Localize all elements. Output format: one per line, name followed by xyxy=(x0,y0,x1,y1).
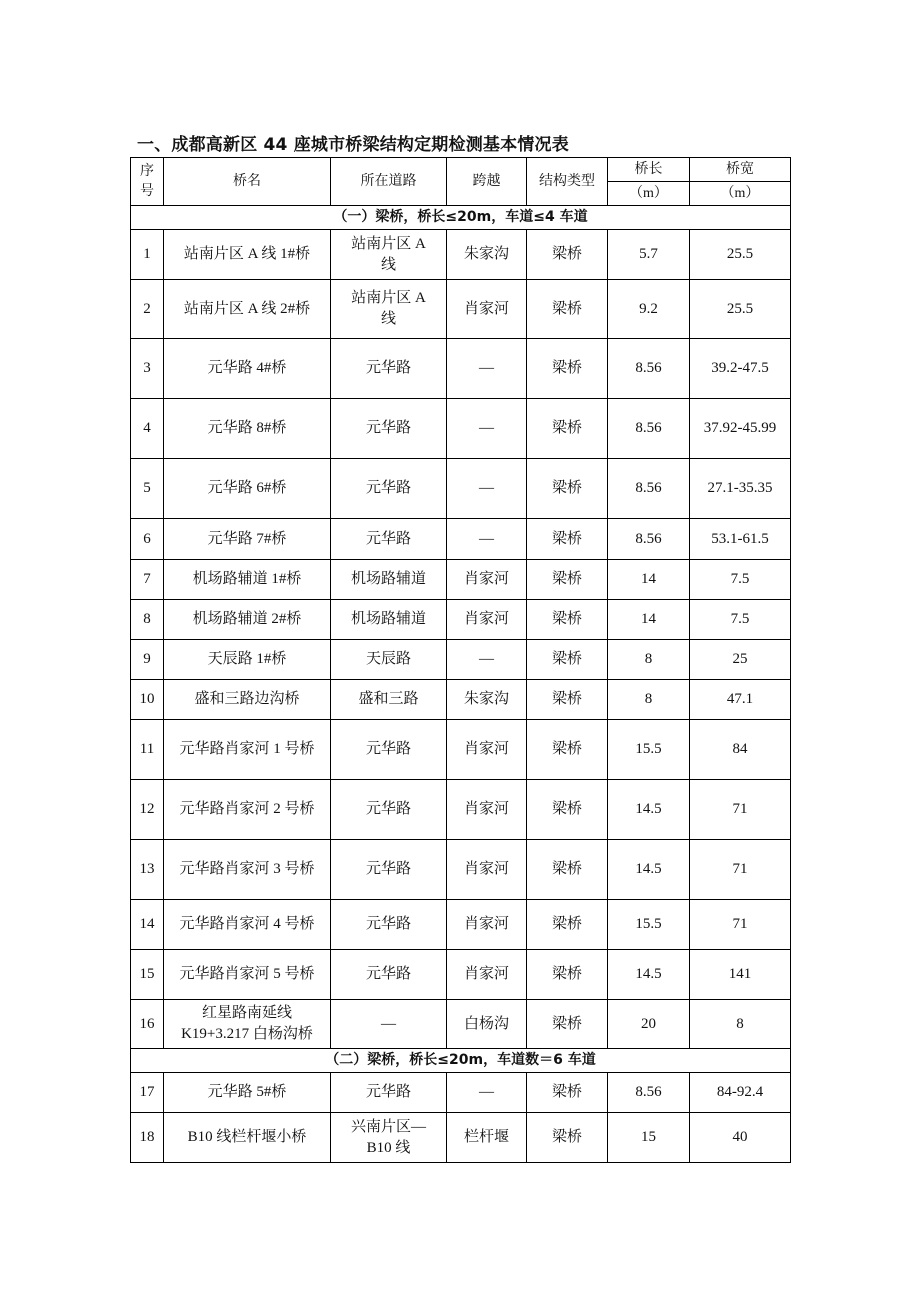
cell-cross: 肖家河 xyxy=(447,720,527,780)
cell-no: 15 xyxy=(131,950,164,1000)
cell-road: 元华路 xyxy=(331,780,447,840)
table-row xyxy=(131,459,791,519)
table-row xyxy=(131,600,791,640)
cell-no: 3 xyxy=(131,339,164,399)
cell-no: 6 xyxy=(131,519,164,560)
cell-length: 14 xyxy=(608,560,690,600)
cell-length: 14 xyxy=(608,600,690,640)
cell-road: 机场路辅道 xyxy=(331,560,447,600)
cell-cross: 朱家沟 xyxy=(447,230,527,280)
cell-name: 元华路 6#桥 xyxy=(164,459,331,519)
cell-length: 14.5 xyxy=(608,780,690,840)
cell-cross: 肖家河 xyxy=(447,600,527,640)
table-row xyxy=(131,840,791,900)
cell-cross: — xyxy=(447,640,527,680)
cell-width: 71 xyxy=(690,840,791,900)
cell-no: 7 xyxy=(131,560,164,600)
cell-type: 梁桥 xyxy=(527,600,608,640)
cell-name: 站南片区 A 线 2#桥 xyxy=(164,280,331,339)
cell-road: 元华路 xyxy=(331,1073,447,1113)
header-road: 所在道路 xyxy=(331,158,447,206)
cell-cross: 肖家河 xyxy=(447,280,527,339)
cell-cross: — xyxy=(447,399,527,459)
cell-name: B10 线栏杆堰小桥 xyxy=(164,1113,331,1163)
cell-road: 兴南片区— B10 线 xyxy=(331,1113,447,1163)
header-width: 桥宽 xyxy=(690,158,791,182)
cell-width: 71 xyxy=(690,900,791,950)
cell-name: 元华路肖家河 3 号桥 xyxy=(164,840,331,900)
cell-length: 15 xyxy=(608,1113,690,1163)
cell-type: 梁桥 xyxy=(527,900,608,950)
table-row xyxy=(131,280,791,339)
cell-road: 机场路辅道 xyxy=(331,600,447,640)
header-cross: 跨越 xyxy=(447,158,527,206)
cell-no: 18 xyxy=(131,1113,164,1163)
cell-type: 梁桥 xyxy=(527,519,608,560)
cell-width: 39.2-47.5 xyxy=(690,339,791,399)
cell-cross: 肖家河 xyxy=(447,560,527,600)
cell-name: 元华路肖家河 1 号桥 xyxy=(164,720,331,780)
table-row xyxy=(131,780,791,840)
cell-road: 元华路 xyxy=(331,459,447,519)
table-row xyxy=(131,900,791,950)
header-length: 桥长 xyxy=(608,158,690,182)
cell-no: 12 xyxy=(131,780,164,840)
cell-type: 梁桥 xyxy=(527,339,608,399)
table-row xyxy=(131,399,791,459)
cell-width: 84 xyxy=(690,720,791,780)
cell-name: 元华路肖家河 2 号桥 xyxy=(164,780,331,840)
header-seq: 序号 xyxy=(131,158,164,206)
cell-cross: 肖家河 xyxy=(447,950,527,1000)
cell-no: 8 xyxy=(131,600,164,640)
cell-width: 37.92-45.99 xyxy=(690,399,791,459)
cell-type: 梁桥 xyxy=(527,399,608,459)
cell-length: 8.56 xyxy=(608,519,690,560)
cell-length: 9.2 xyxy=(608,280,690,339)
cell-name: 红星路南延线 K19+3.217 白杨沟桥 xyxy=(164,1000,331,1049)
cell-road: 元华路 xyxy=(331,519,447,560)
cell-cross: — xyxy=(447,519,527,560)
table-row xyxy=(131,519,791,560)
table-row xyxy=(131,1000,791,1049)
cell-name: 机场路辅道 2#桥 xyxy=(164,600,331,640)
cell-no: 9 xyxy=(131,640,164,680)
cell-no: 16 xyxy=(131,1000,164,1049)
header-name: 桥名 xyxy=(164,158,331,206)
cell-type: 梁桥 xyxy=(527,780,608,840)
cell-width: 84-92.4 xyxy=(690,1073,791,1113)
cell-width: 8 xyxy=(690,1000,791,1049)
cell-type: 梁桥 xyxy=(527,280,608,339)
cell-name: 元华路 8#桥 xyxy=(164,399,331,459)
cell-cross: — xyxy=(447,339,527,399)
cell-cross: — xyxy=(447,1073,527,1113)
cell-no: 1 xyxy=(131,230,164,280)
cell-length: 8 xyxy=(608,640,690,680)
cell-cross: 肖家河 xyxy=(447,840,527,900)
cell-no: 4 xyxy=(131,399,164,459)
cell-length: 20 xyxy=(608,1000,690,1049)
cell-cross: — xyxy=(447,459,527,519)
section-header-1: （一）梁桥，桥长≤20m，车道≤4 车道 xyxy=(131,206,791,230)
section-header-2: （二）梁桥，桥长≤20m，车道数＝6 车道 xyxy=(131,1049,791,1073)
header-type: 结构类型 xyxy=(527,158,608,206)
cell-name: 元华路 4#桥 xyxy=(164,339,331,399)
cell-no: 14 xyxy=(131,900,164,950)
cell-length: 14.5 xyxy=(608,840,690,900)
cell-width: 53.1-61.5 xyxy=(690,519,791,560)
cell-name: 元华路肖家河 4 号桥 xyxy=(164,900,331,950)
cell-no: 5 xyxy=(131,459,164,519)
cell-cross: 栏杆堰 xyxy=(447,1113,527,1163)
cell-name: 天辰路 1#桥 xyxy=(164,640,331,680)
cell-road: 元华路 xyxy=(331,399,447,459)
table-row xyxy=(131,1113,791,1163)
cell-length: 8.56 xyxy=(608,459,690,519)
cell-no: 17 xyxy=(131,1073,164,1113)
cell-type: 梁桥 xyxy=(527,1073,608,1113)
cell-width: 27.1-35.35 xyxy=(690,459,791,519)
table-row xyxy=(131,720,791,780)
cell-name: 盛和三路边沟桥 xyxy=(164,680,331,720)
cell-road: — xyxy=(331,1000,447,1049)
table-row xyxy=(131,560,791,600)
cell-width: 71 xyxy=(690,780,791,840)
cell-width: 25 xyxy=(690,640,791,680)
cell-type: 梁桥 xyxy=(527,840,608,900)
cell-name: 元华路肖家河 5 号桥 xyxy=(164,950,331,1000)
cell-type: 梁桥 xyxy=(527,720,608,780)
cell-type: 梁桥 xyxy=(527,230,608,280)
cell-name: 元华路 7#桥 xyxy=(164,519,331,560)
cell-cross: 白杨沟 xyxy=(447,1000,527,1049)
cell-road: 站南片区 A 线 xyxy=(331,230,447,280)
cell-length: 8.56 xyxy=(608,399,690,459)
cell-no: 13 xyxy=(131,840,164,900)
cell-type: 梁桥 xyxy=(527,560,608,600)
cell-length: 5.7 xyxy=(608,230,690,280)
cell-no: 10 xyxy=(131,680,164,720)
cell-type: 梁桥 xyxy=(527,1113,608,1163)
table-row xyxy=(131,1073,791,1113)
cell-road: 站南片区 A 线 xyxy=(331,280,447,339)
cell-width: 7.5 xyxy=(690,600,791,640)
cell-name: 站南片区 A 线 1#桥 xyxy=(164,230,331,280)
cell-name: 机场路辅道 1#桥 xyxy=(164,560,331,600)
page-title: 一、成都高新区 44 座城市桥梁结构定期检测基本情况表 xyxy=(137,135,569,155)
cell-road: 元华路 xyxy=(331,950,447,1000)
cell-width: 25.5 xyxy=(690,230,791,280)
cell-type: 梁桥 xyxy=(527,950,608,1000)
cell-no: 11 xyxy=(131,720,164,780)
cell-road: 元华路 xyxy=(331,900,447,950)
cell-cross: 肖家河 xyxy=(447,900,527,950)
cell-width: 141 xyxy=(690,950,791,1000)
cell-type: 梁桥 xyxy=(527,1000,608,1049)
cell-no: 2 xyxy=(131,280,164,339)
table-row xyxy=(131,230,791,280)
table-row xyxy=(131,640,791,680)
cell-width: 7.5 xyxy=(690,560,791,600)
cell-length: 8 xyxy=(608,680,690,720)
cell-length: 8.56 xyxy=(608,339,690,399)
cell-road: 元华路 xyxy=(331,840,447,900)
cell-road: 盛和三路 xyxy=(331,680,447,720)
cell-length: 8.56 xyxy=(608,1073,690,1113)
cell-width: 47.1 xyxy=(690,680,791,720)
header-width-unit: （m） xyxy=(690,182,791,206)
cell-road: 天辰路 xyxy=(331,640,447,680)
cell-type: 梁桥 xyxy=(527,640,608,680)
table-row xyxy=(131,680,791,720)
cell-length: 15.5 xyxy=(608,900,690,950)
cell-cross: 朱家沟 xyxy=(447,680,527,720)
cell-width: 25.5 xyxy=(690,280,791,339)
cell-type: 梁桥 xyxy=(527,459,608,519)
table-row xyxy=(131,339,791,399)
bridge-table xyxy=(130,157,791,1163)
header-length-unit: （m） xyxy=(608,182,690,206)
cell-width: 40 xyxy=(690,1113,791,1163)
cell-length: 14.5 xyxy=(608,950,690,1000)
cell-name: 元华路 5#桥 xyxy=(164,1073,331,1113)
cell-type: 梁桥 xyxy=(527,680,608,720)
cell-road: 元华路 xyxy=(331,339,447,399)
cell-road: 元华路 xyxy=(331,720,447,780)
table-row xyxy=(131,950,791,1000)
cell-length: 15.5 xyxy=(608,720,690,780)
cell-cross: 肖家河 xyxy=(447,780,527,840)
